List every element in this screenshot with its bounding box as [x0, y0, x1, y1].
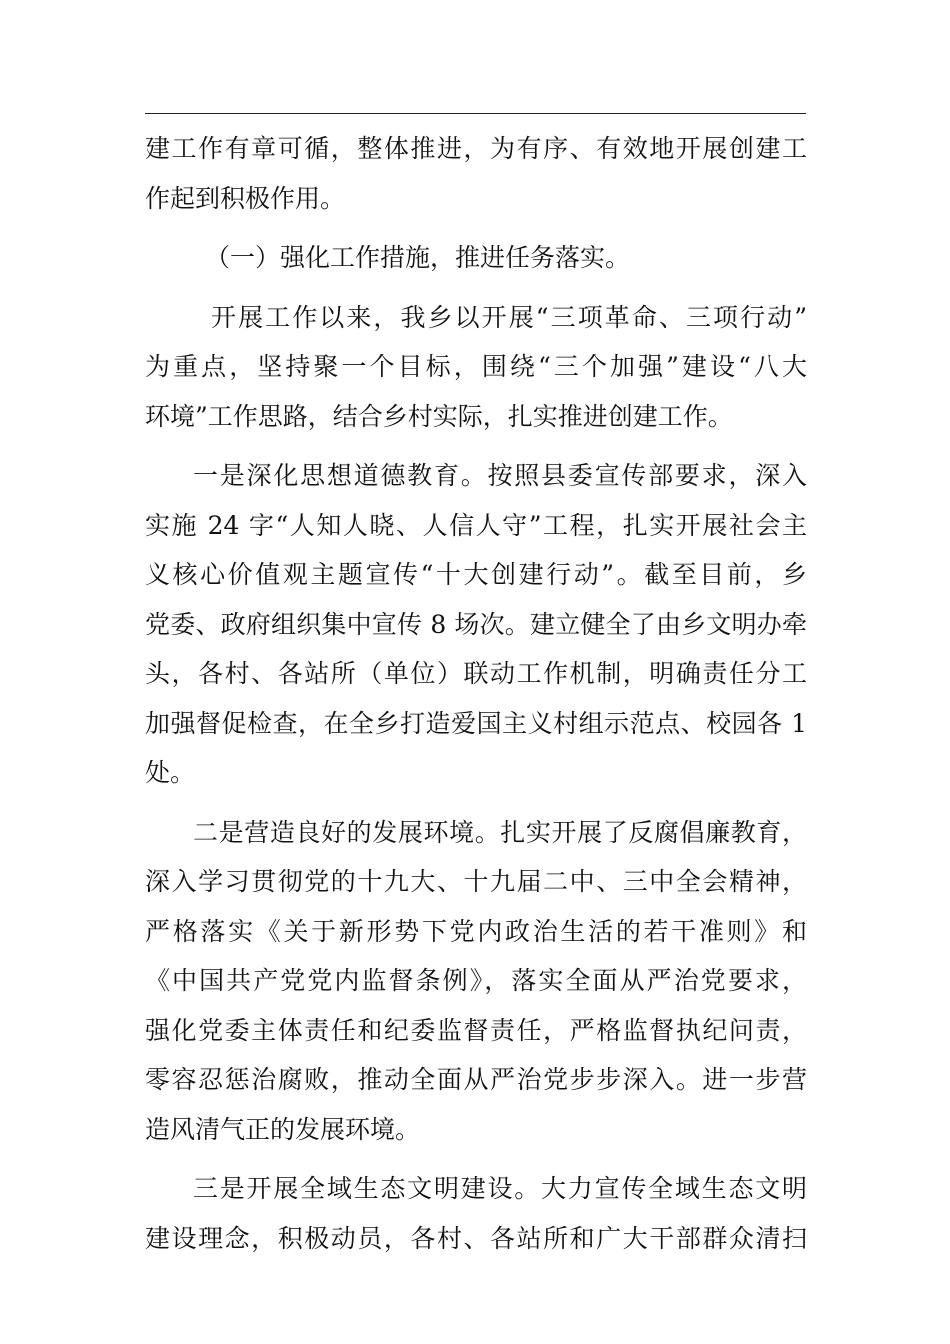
text-line: 造风清气正的发展环境。: [145, 1114, 421, 1144]
text-line: 一是深化思想道德教育。按照县委宣传部要求，深入: [193, 461, 807, 490]
text-line: 二是营造良好的发展环境。扎实开展了反腐倡廉教育，: [193, 817, 807, 847]
text-line: 零容忍惩治腐败，推动全面从严治党步步深入。进一步营: [145, 1065, 807, 1094]
intro-paragraph: [145, 124, 807, 223]
text-line: 深入学习贯彻党的十九大、十九届二中、三中全会精神，: [145, 867, 807, 896]
text-line: 加强督促检查，在全乡打造爱国主义村组示范点、校园各 1: [145, 708, 807, 738]
text-line: 处。: [145, 758, 196, 787]
text-line: 实施 24 字“人知人晓、人信人守”工程，扎实开展社会主: [145, 510, 807, 540]
paragraph-two: [145, 808, 807, 1155]
text-line: 义核心价值观主题宣传“十大创建行动”。截至目前，乡: [145, 560, 807, 589]
text-line: 《中国共产党党内监督条例》，落实全面从严治党要求，: [145, 966, 807, 995]
section-heading: （一）强化工作措施，推进任务落实。: [205, 243, 631, 272]
text-line: 党委、政府组织集中宣传 8 场次。建立健全了由乡文明办牵: [145, 609, 807, 639]
text-line: 作起到积极作用。: [145, 183, 346, 213]
text-line: 头，各村、各站所（单位）联动工作机制，明确责任分工: [145, 659, 807, 688]
text-line: 为重点，坚持聚一个目标，围绕“三个加强”建设“八大: [145, 352, 807, 381]
overview-paragraph: [145, 293, 807, 442]
text-line: 严格落实《关于新形势下党内政治生活的若干准则》和: [145, 916, 807, 946]
text-line: 强化党委主体责任和纪委监督责任，严格监督执纪问责，: [145, 1015, 807, 1045]
text-line: 三是开展全域生态文明建设。大力宣传全域生态文明: [193, 1174, 807, 1203]
text-line: 建工作有章可循，整体推进，为有序、有效地开展创建工: [145, 134, 807, 163]
text-line: 环境”工作思路，结合乡村实际，扎实推进创建工作。: [145, 401, 733, 431]
paragraph-one: [145, 451, 807, 798]
paragraph-three: [145, 1164, 807, 1263]
text-line: 建设理念，积极动员，各村、各站所和广大干部群众清扫: [145, 1223, 807, 1253]
document-body: [145, 124, 807, 1263]
text-line: 开展工作以来，我乡以开展“三项革命、三项行动”: [211, 302, 807, 332]
header-rule: [145, 113, 806, 114]
